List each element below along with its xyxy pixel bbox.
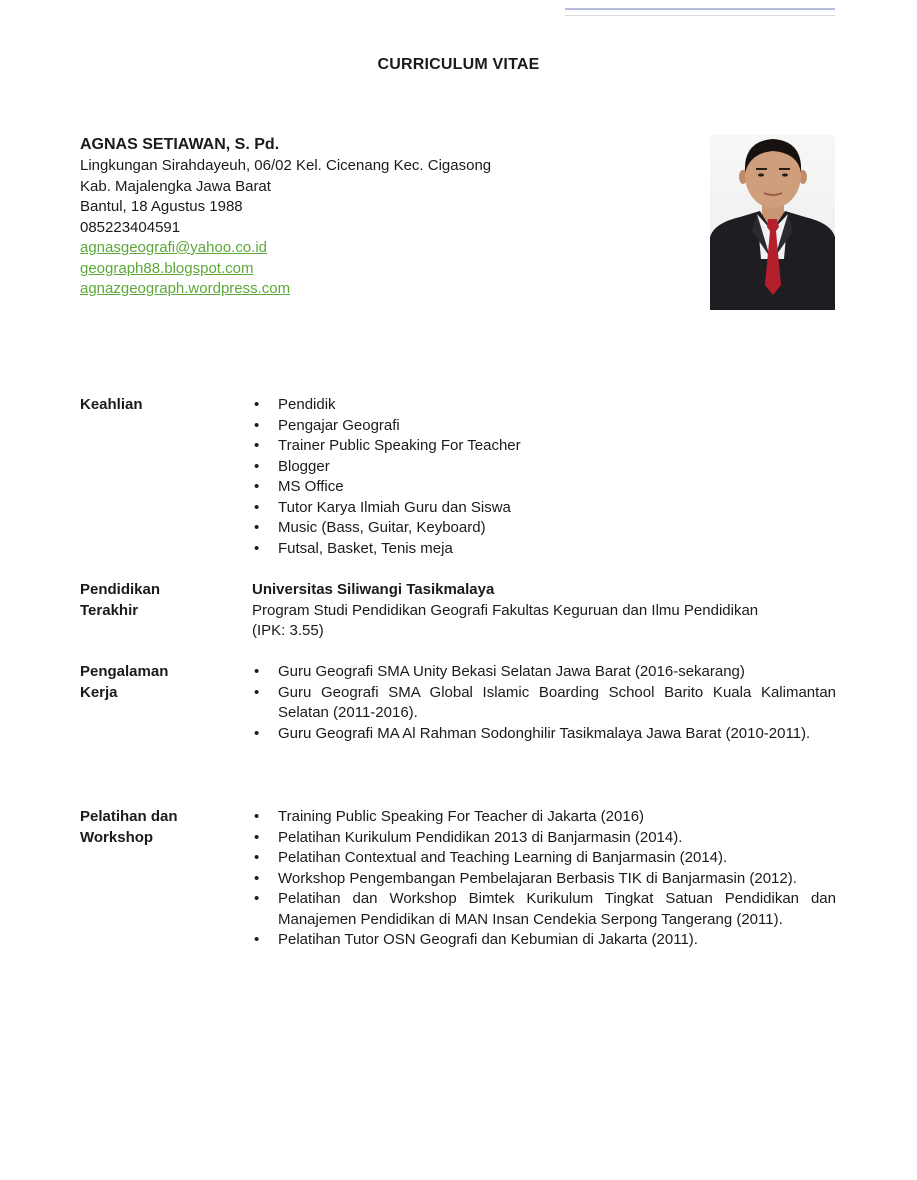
skills-label: Keahlian <box>80 396 143 413</box>
skills-section <box>252 395 836 559</box>
list-item: • Tutor Karya Ilmiah Guru dan Siswa <box>252 498 836 519</box>
education-label-line-1: Pendidikan <box>80 581 161 598</box>
blogspot-link[interactable]: geograph88.blogspot.com <box>80 259 254 277</box>
training-label-line-2: Workshop <box>80 828 154 846</box>
person-name: AGNAS SETIAWAN, S. Pd. <box>80 136 280 153</box>
list-item: • Pengajar Geografi <box>252 416 836 437</box>
document-title: CURRICULUM VITAE <box>377 56 540 73</box>
training-label-line-1: Pelatihan dan <box>80 808 178 825</box>
address-line-2: Kab. Majalengka Jawa Barat <box>80 177 271 195</box>
education-label-line-2: Terakhir <box>80 601 139 619</box>
study-program: Program Studi Pendidikan Geografi Fakultas Keguruan dan Ilmu Pendidikan <box>252 601 759 619</box>
education-label <box>80 580 240 621</box>
list-item: • Workshop Pengembangan Pembelajaran Berbasis TIK di Banjarmasin (2012). <box>252 869 836 890</box>
university-name: Universitas Siliwangi Tasikmalaya <box>252 581 495 598</box>
experience-label-line-1: Pengalaman <box>80 663 169 680</box>
experience-list <box>252 662 836 744</box>
personal-info <box>80 134 640 300</box>
email-link[interactable]: agnasgeografi@yahoo.co.id <box>80 239 268 256</box>
list-item: • Blogger <box>252 457 836 478</box>
experience-label-line-2: Kerja <box>80 683 118 701</box>
list-item: • Guru Geografi SMA Global Islamic Boarding School Barito Kuala Kalimantan Selatan (2011-2016). <box>252 683 836 724</box>
list-item: • Pelatihan Kurikulum Pendidikan 2013 di Banjarmasin (2014). <box>252 828 836 849</box>
list-item: • Guru Geografi MA Al Rahman Sodonghilir Tasikmalaya Jawa Barat (2010-2011). <box>252 724 836 745</box>
experience-section <box>252 662 836 744</box>
experience-label <box>80 662 240 703</box>
address-line-1: Lingkungan Sirahdayeuh, 06/02 Kel. Cicenang Kec. Cigasong <box>80 157 492 174</box>
profile-photo <box>710 135 835 310</box>
list-item: • Trainer Public Speaking For Teacher <box>252 436 836 457</box>
training-label <box>80 807 240 848</box>
list-item: • Guru Geografi SMA Unity Bekasi Selatan Jawa Barat (2016-sekarang) <box>252 662 836 683</box>
top-rule <box>565 8 835 16</box>
list-item: • Pelatihan Contextual and Teaching Learning di Banjarmasin (2014). <box>252 848 836 869</box>
education-section <box>252 580 836 642</box>
list-item: • Pelatihan dan Workshop Bimtek Kurikulum Tingkat Satuan Pendidikan dan Manajemen Pendidikan di MAN Insan Cendekia Serpong Tangerang (2011). <box>252 889 836 930</box>
training-list <box>252 807 836 951</box>
list-item: • Pendidik <box>252 395 836 416</box>
list-item: • Pelatihan Tutor OSN Geografi dan Kebumian di Jakarta (2011). <box>252 930 836 951</box>
list-item: • Futsal, Basket, Tenis meja <box>252 539 836 560</box>
birth-info: Bantul, 18 Agustus 1988 <box>80 198 243 215</box>
list-item: • Music (Bass, Guitar, Keyboard) <box>252 518 836 539</box>
skills-list <box>252 395 836 559</box>
phone-number: 085223404591 <box>80 218 181 236</box>
training-section <box>252 807 836 951</box>
wordpress-link[interactable]: agnazgeograph.wordpress.com <box>80 280 291 297</box>
gpa: (IPK: 3.55) <box>252 622 324 639</box>
list-item: • Training Public Speaking For Teacher di Jakarta (2016) <box>252 807 836 828</box>
list-item: • MS Office <box>252 477 836 498</box>
